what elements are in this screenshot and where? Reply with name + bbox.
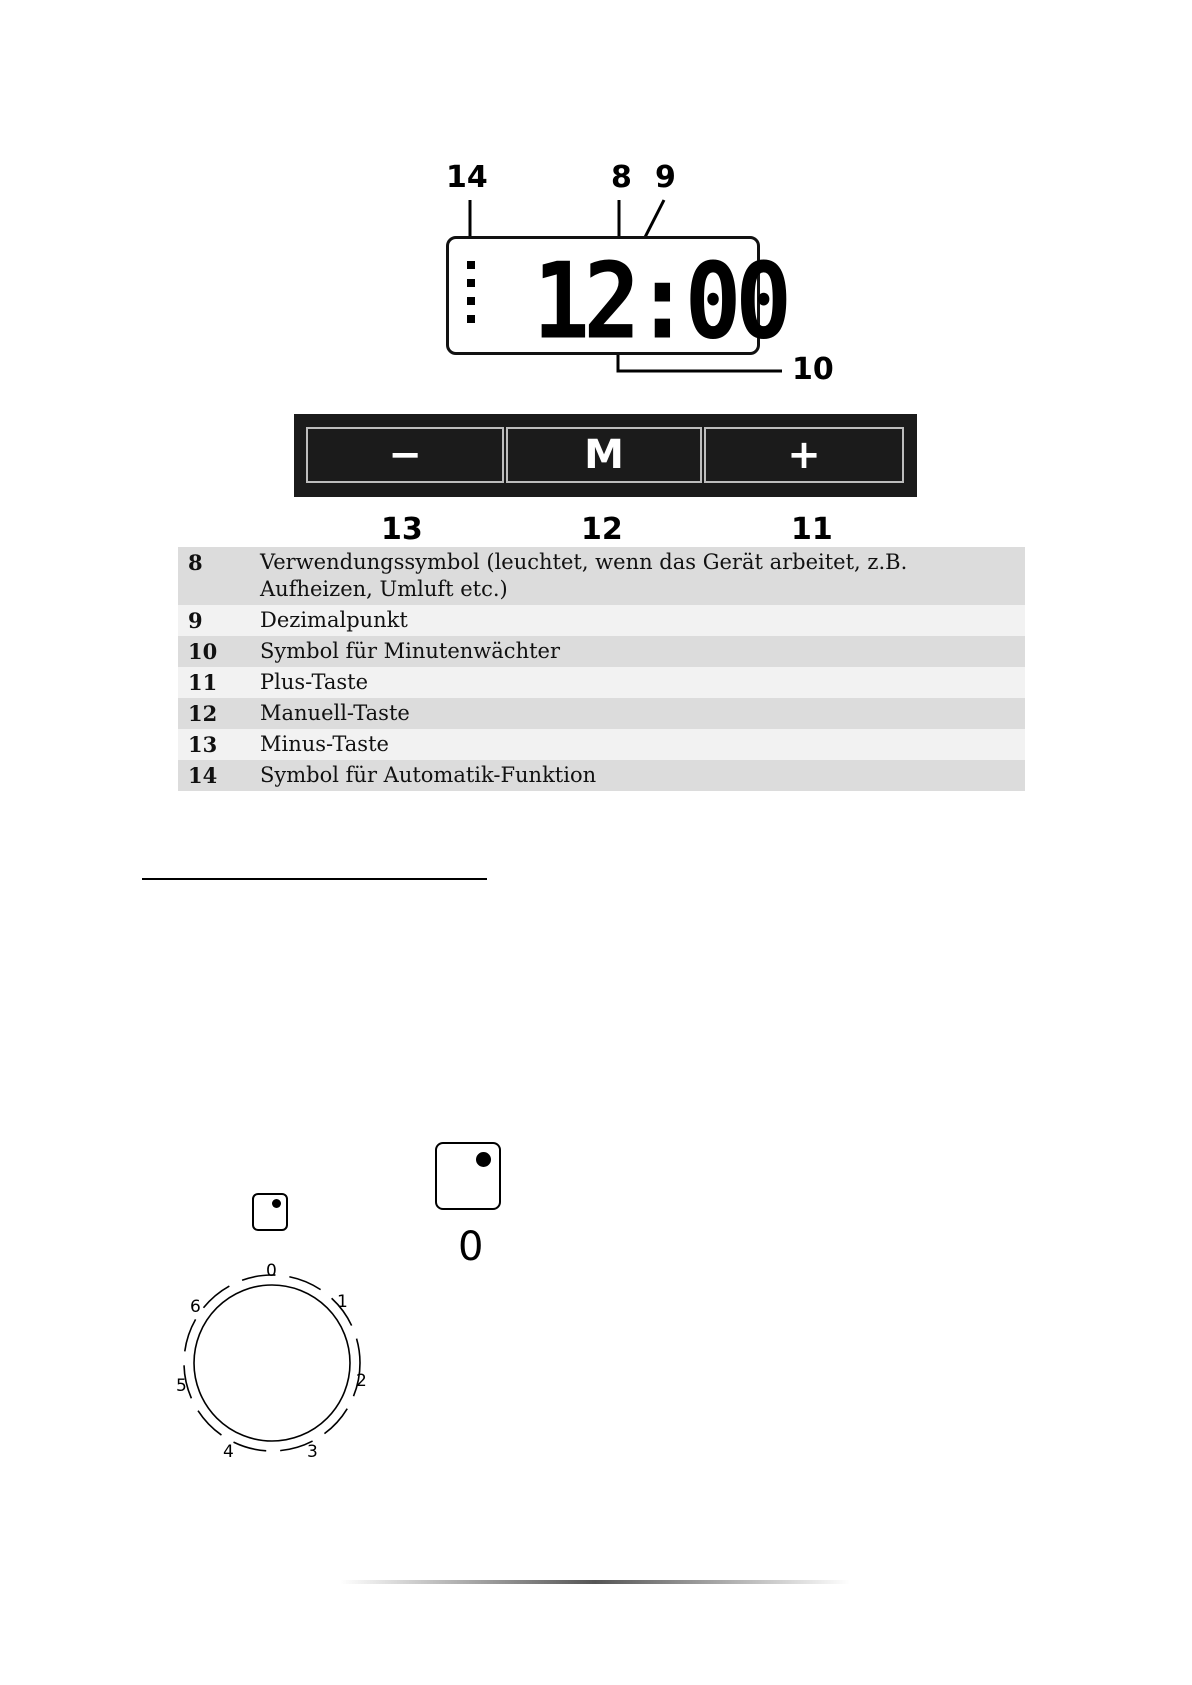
legend-row: [178, 636, 1025, 667]
dot-icon: [476, 1152, 491, 1167]
legend-row: [178, 605, 1025, 636]
callout-10: 10: [792, 352, 834, 387]
legend-text: Symbol für Minutenwächter: [260, 639, 560, 663]
legend-text: Verwendungssymbol (leuchtet, wenn das Gerät arbeitet, z.B. Aufheizen, Umluft etc.): [260, 550, 908, 601]
legend-table: [178, 547, 1025, 791]
legend-number: 10: [188, 639, 218, 664]
callout-8: 8: [611, 160, 632, 195]
plus-button[interactable]: +: [704, 427, 904, 483]
legend-number: 8: [188, 550, 203, 575]
legend-text: Plus-Taste: [260, 670, 369, 694]
minus-button[interactable]: −: [306, 427, 504, 483]
dial-mark-5: 5: [176, 1376, 187, 1396]
legend-row: [178, 760, 1025, 791]
dot-icon: [272, 1199, 281, 1208]
legend-row: [178, 698, 1025, 729]
dial-mark-4: 4: [223, 1442, 234, 1462]
heading-underline: [142, 878, 487, 880]
time-readout: 12:00: [533, 241, 786, 364]
legend-text: Dezimalpunkt: [260, 608, 408, 632]
control-panel: [294, 414, 917, 497]
callout-14: 14: [446, 160, 488, 195]
callout-9: 9: [655, 160, 676, 195]
automatic-symbol-bell: [467, 261, 475, 269]
off-symbol-label: 0: [458, 1224, 484, 1270]
callout-12: 12: [581, 512, 623, 547]
automatic-symbol-bar-3: [467, 315, 475, 323]
dial-mark-2: 2: [356, 1371, 367, 1391]
off-symbol-small: [252, 1193, 288, 1231]
manual-button[interactable]: M: [506, 427, 702, 483]
legend-row: [178, 729, 1025, 760]
dial-mark-3: 3: [307, 1442, 318, 1462]
callout-11: 11: [791, 512, 833, 547]
legend-number: 9: [188, 608, 203, 633]
lcd-display: [446, 236, 786, 364]
off-symbol-large: [435, 1142, 501, 1210]
legend-number: 11: [188, 670, 218, 695]
callout-13: 13: [381, 512, 423, 547]
legend-number: 12: [188, 701, 218, 726]
legend-number: 14: [188, 763, 218, 788]
legend-row: [178, 547, 1025, 605]
dial-mark-6: 6: [190, 1297, 201, 1317]
control-knob-dial: [170, 1255, 380, 1465]
footer-divider: [340, 1580, 850, 1584]
automatic-symbol-bar-2: [467, 297, 475, 305]
legend-row: [178, 667, 1025, 698]
legend-text: Minus-Taste: [260, 732, 389, 756]
automatic-symbol-bar-1: [467, 279, 475, 287]
legend-text: Symbol für Automatik-Funktion: [260, 763, 597, 787]
legend-number: 13: [188, 732, 218, 757]
dial-mark-1: 1: [337, 1292, 348, 1312]
legend-text: Manuell-Taste: [260, 701, 410, 725]
dial-mark-0: 0: [266, 1261, 277, 1281]
